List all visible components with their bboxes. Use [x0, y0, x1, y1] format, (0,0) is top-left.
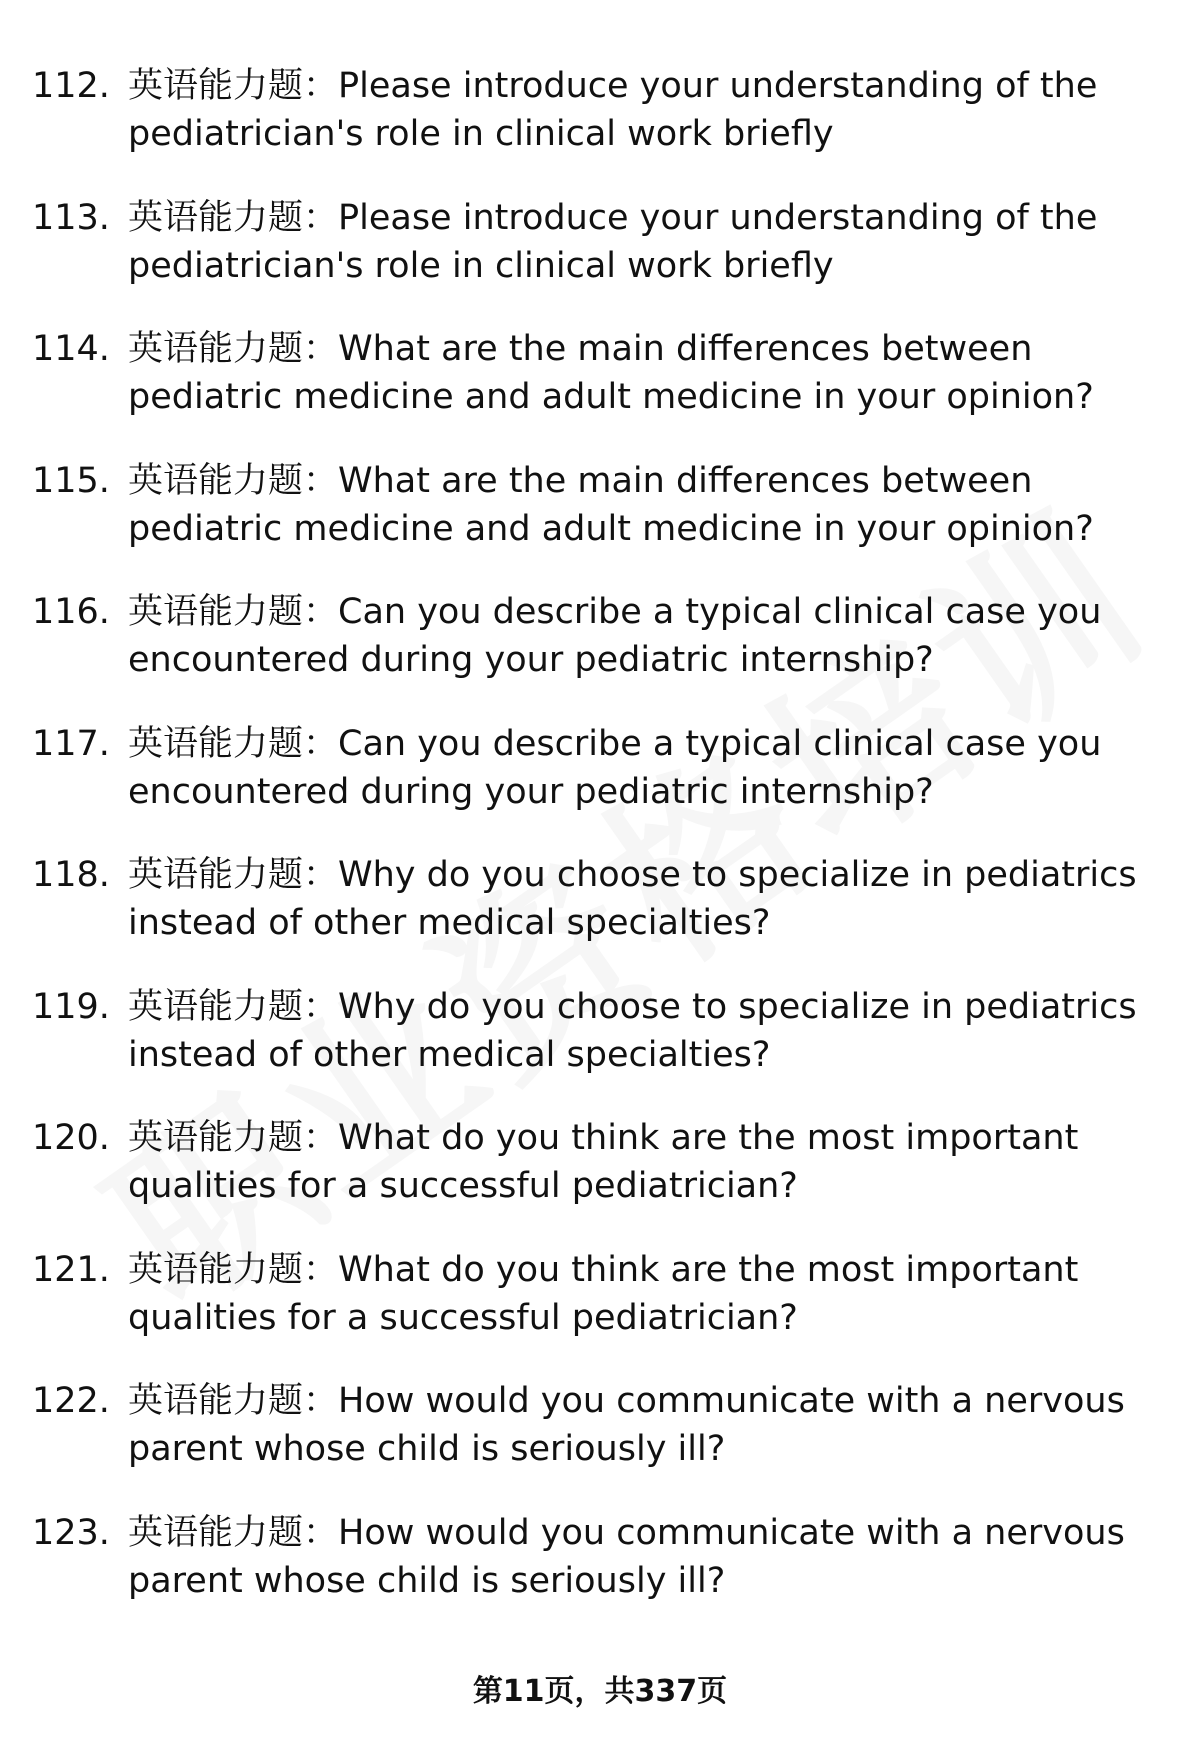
question-item — [0, 1373, 1200, 1505]
question-category: 英语能力题： — [128, 592, 339, 632]
question-item — [0, 58, 1200, 190]
question-number: 119. — [32, 986, 110, 1027]
question-category: 英语能力题： — [128, 723, 339, 764]
question-text: What do you think are the most important qualities for a successful pediatrician? — [128, 1249, 1079, 1338]
question-text: Can you describe a typical clinical case you encountered during your pediatric internship? — [128, 723, 1102, 812]
question-number: 123. — [32, 1512, 110, 1553]
question-text: What are the main differences between pediatric medicine and adult medicine in your opinion? — [128, 460, 1094, 549]
question-body — [128, 457, 1138, 553]
question-body — [128, 325, 1138, 421]
page-footer — [0, 1672, 1200, 1712]
question-body — [128, 1114, 1138, 1210]
question-category: 英语能力题： — [128, 1118, 339, 1158]
question-body — [128, 1246, 1138, 1342]
question-body — [128, 983, 1138, 1079]
question-category: 英语能力题： — [128, 66, 339, 106]
question-body — [128, 1377, 1138, 1473]
question-text: What are the main differences between pediatric medicine and adult medicine in your opinion? — [128, 329, 1094, 417]
question-category: 英语能力题： — [128, 197, 339, 238]
question-item — [0, 1110, 1200, 1242]
question-text: How would you communicate with a nervous parent whose child is seriously ill? — [128, 1512, 1125, 1601]
question-item — [0, 847, 1200, 979]
question-item — [0, 716, 1200, 848]
question-body — [128, 62, 1138, 158]
question-text: What do you think are the most important qualities for a successful pediatrician? — [128, 1118, 1079, 1206]
question-number: 112. — [32, 66, 110, 106]
question-item — [0, 190, 1200, 322]
question-list — [0, 58, 1200, 1636]
page-number-label: 第11页，共337页 — [472, 1674, 728, 1709]
question-category: 英语能力题： — [128, 1512, 339, 1553]
question-text: Why do you choose to specialize in pediatrics instead of other medical specialties? — [128, 986, 1137, 1075]
question-text: Why do you choose to specialize in pediatrics instead of other medical specialties? — [128, 855, 1137, 943]
question-text: Please introduce your understanding of the pediatrician's role in clinical work briefly — [128, 66, 1098, 154]
question-number: 122. — [32, 1381, 110, 1421]
question-item — [0, 979, 1200, 1111]
question-body — [128, 1509, 1138, 1605]
question-text: Please introduce your understanding of the pediatrician's role in clinical work briefly — [128, 197, 1098, 286]
question-category: 英语能力题： — [128, 986, 339, 1027]
question-number: 114. — [32, 329, 110, 369]
question-body — [128, 194, 1138, 290]
question-number: 113. — [32, 197, 110, 238]
question-item — [0, 584, 1200, 716]
question-number: 121. — [32, 1249, 110, 1290]
question-number: 120. — [32, 1118, 110, 1158]
question-item — [0, 321, 1200, 453]
question-text: Can you describe a typical clinical case you encountered during your pediatric internship? — [128, 592, 1102, 680]
question-category: 英语能力题： — [128, 1381, 339, 1421]
question-number: 116. — [32, 592, 110, 632]
question-category: 英语能力题： — [128, 1249, 339, 1290]
question-item — [0, 453, 1200, 585]
question-item — [0, 1242, 1200, 1374]
question-text: How would you communicate with a nervous parent whose child is seriously ill? — [128, 1381, 1125, 1469]
question-number: 118. — [32, 855, 110, 895]
question-number: 115. — [32, 460, 110, 501]
question-body — [128, 720, 1138, 816]
question-category: 英语能力题： — [128, 855, 339, 895]
question-number: 117. — [32, 723, 110, 764]
question-category: 英语能力题： — [128, 329, 339, 369]
question-body — [128, 851, 1138, 947]
question-body — [128, 588, 1138, 684]
question-category: 英语能力题： — [128, 460, 339, 501]
question-item — [0, 1505, 1200, 1637]
